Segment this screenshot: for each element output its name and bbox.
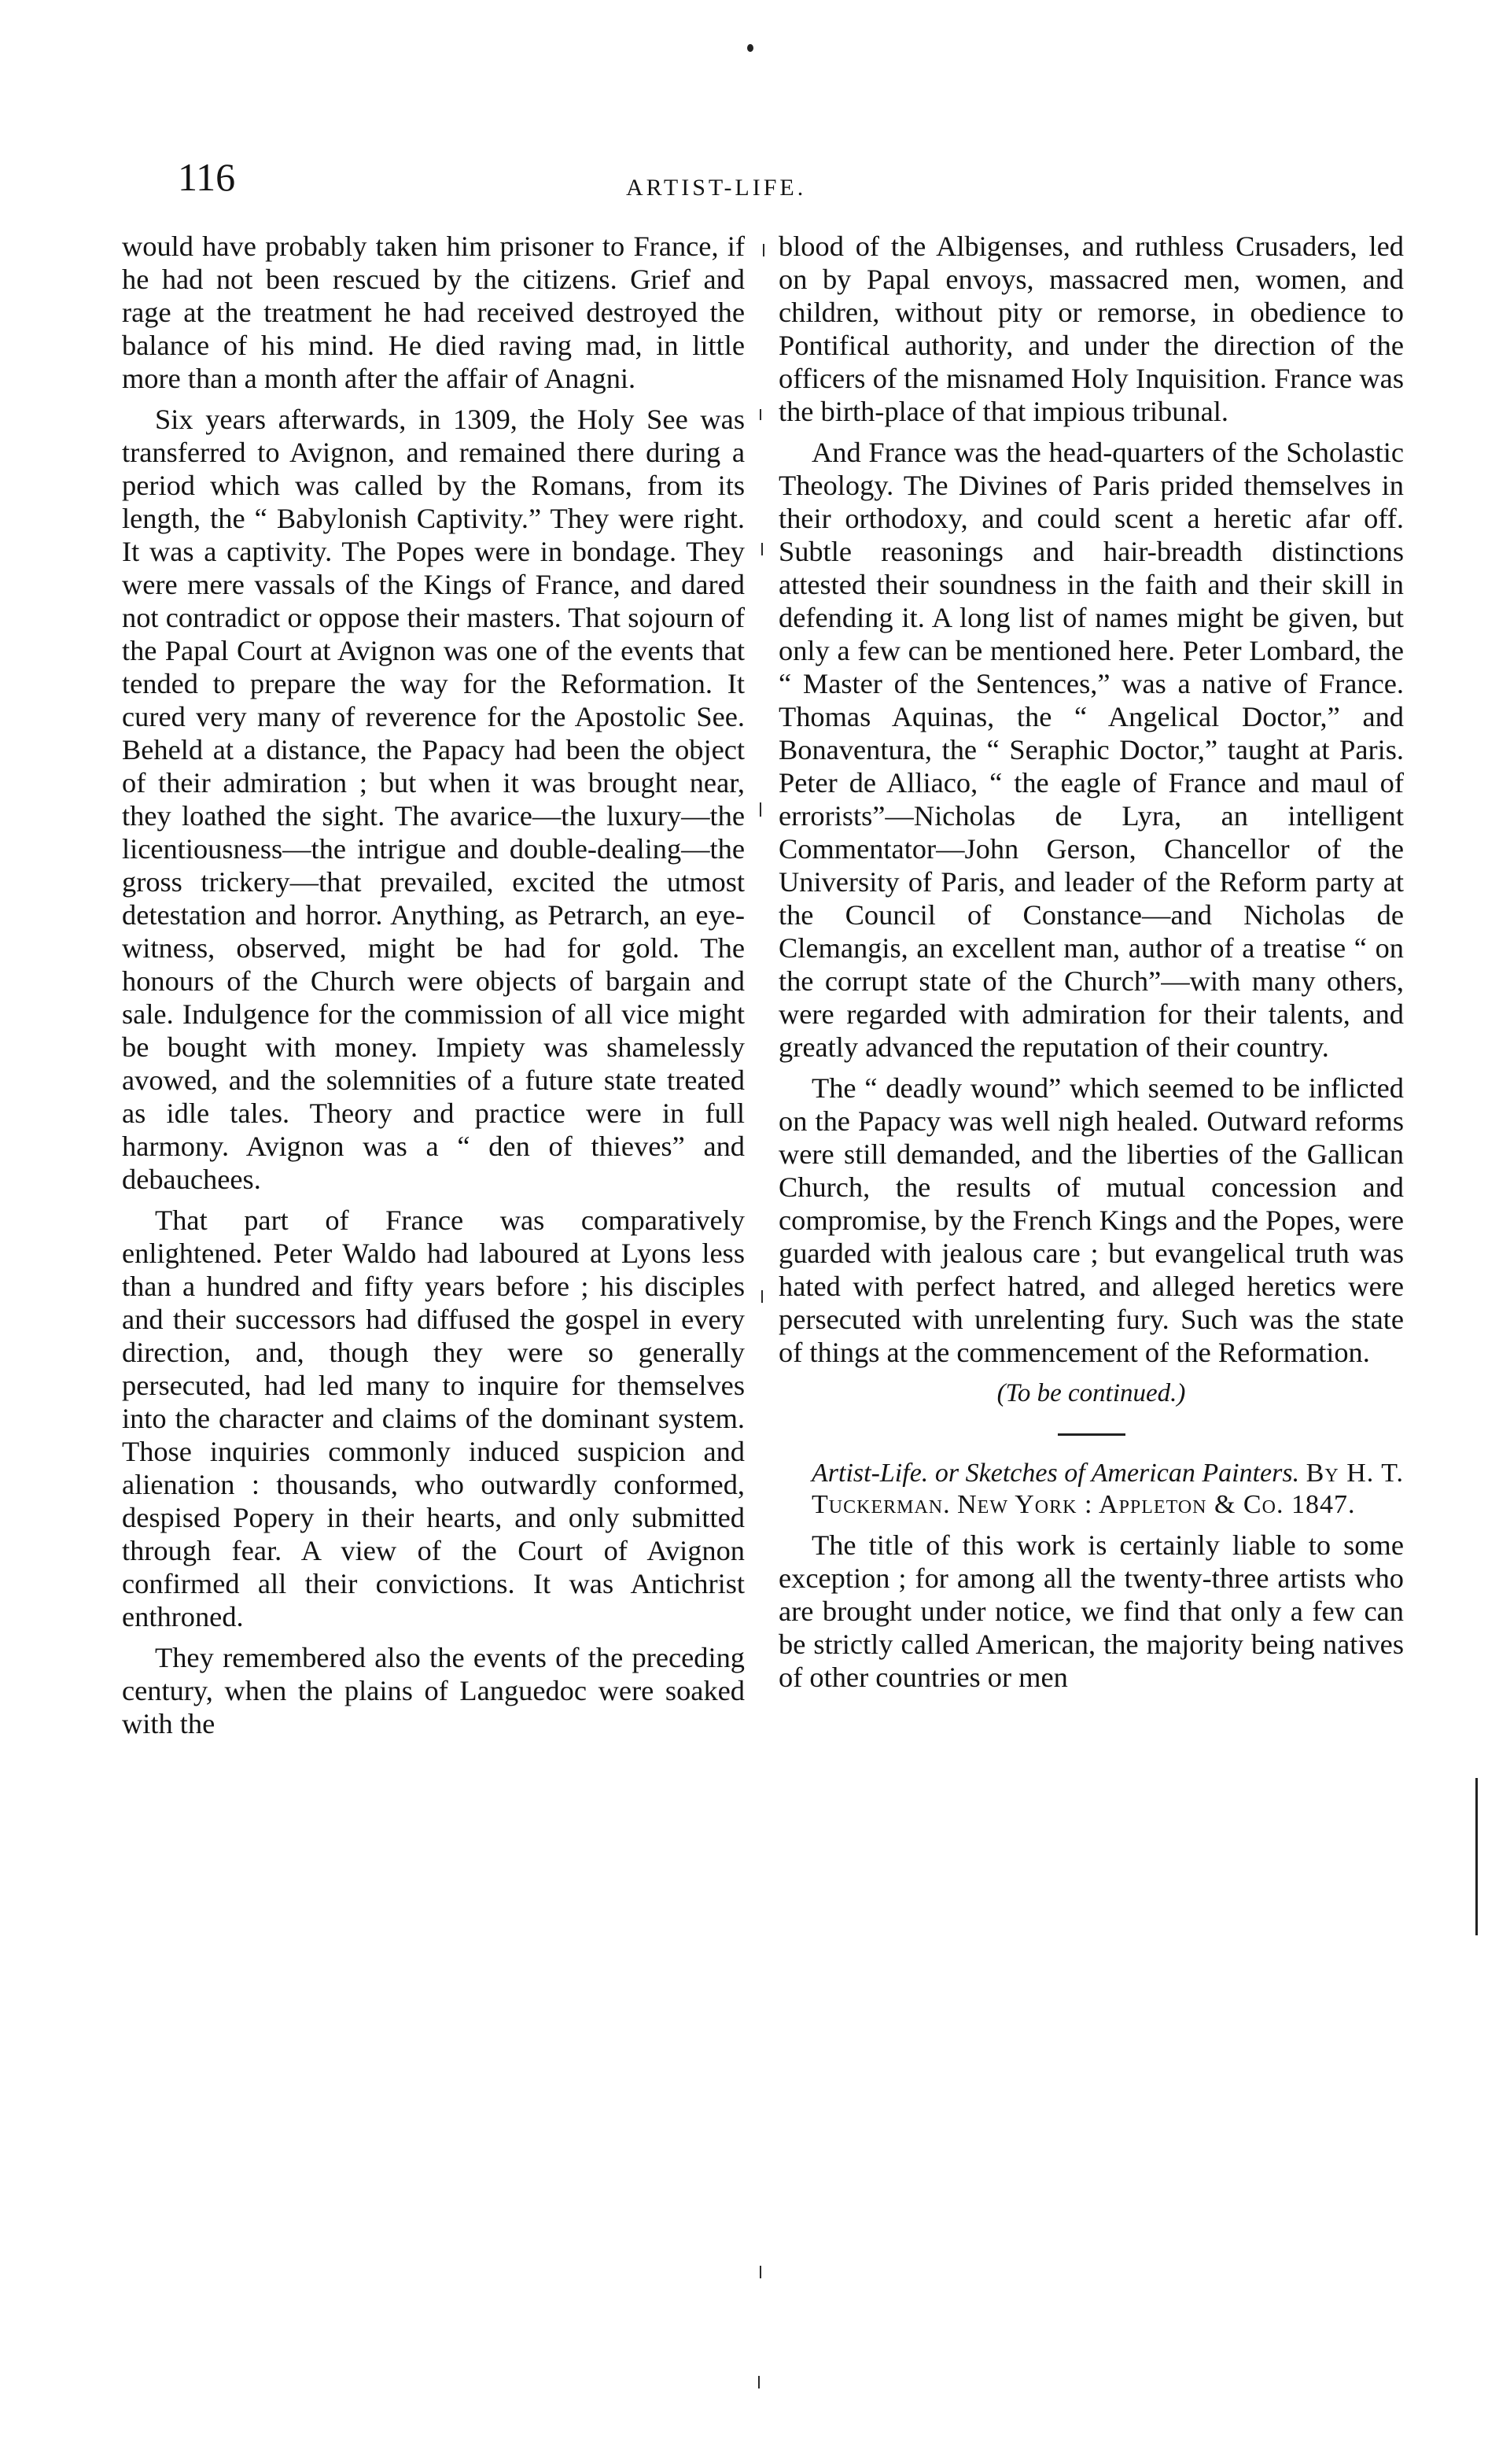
page-edge-rule [1475, 1778, 1478, 1935]
gutter-mark [761, 543, 763, 555]
paragraph: would have probably taken him prisoner to France, if he had not been rescued by the citizens. Grief and rage at the treatment he had received destroyed the balance of his mind. He died raving mad, in little more than a month after the affair of Anagni. [122, 231, 745, 394]
paragraph: That part of France was comparatively enlightened. Peter Waldo had laboured at Lyons less than a hundred and fifty years before ; his disciples and their successors had diffused the gospel in every direction, and, though they were so generally persecuted, had led many to inquire for themselves into the character and claims of the dominant system. Those inquiries commonly induced suspicion and alienation : thousands, who outwardly conformed, despised Popery in their hearts, and only submitted through fear. A view of the Court of Avignon confirmed all their convictions. It was Antichrist enthroned. [122, 1204, 745, 1632]
ink-speck [747, 44, 753, 52]
review-title: Artist-Life. or Sketches of American Painters. [812, 1459, 1300, 1488]
section-divider [1058, 1433, 1125, 1436]
paragraph: Six years afterwards, in 1309, the Holy See was transferred to Avignon, and remained there during a period which was called by the Romans, from its length, the “ Babylonish Captivity.” They were right. It was a captivity. The Popes were in bondage. They were mere vassals of the Kings of France, and dared not contradict or oppose their masters. That sojourn of the Papal Court at Avignon was one of the events that tended to prepare the way for the Reformation. It cured very many of reverence for the Apostolic See. Beheld at a distance, the Papacy had been the object of their admiration ; but when it was brought near, they loathed the sight. The avarice—the luxury—the licentiousness—the intrigue and double-dealing—the gross trickery—that prevailed, excited the utmost detestation and horror. Anything, as Petrarch, an eye-witness, observed, might be had for gold. The honours of the Church were objects of bargain and sale. Indulgence for the commission of all vice might be bought with money. Impiety was shamelessly avowed, and the solemnities of a future state treated as idle tales. Theory and practice were in full harmony. Avignon was a “ den of thieves” and debauchees. [122, 404, 745, 1195]
review-imprint: New York : Appleton & Co. 1847. [957, 1490, 1356, 1519]
gutter-mark [760, 802, 761, 817]
review-author: By H. T. Tuckerman. [812, 1459, 1404, 1519]
left-column [122, 230, 745, 1740]
continued-note: (To be continued.) [996, 1379, 1186, 1407]
paragraph: blood of the Albigenses, and ruthless Crusaders, led on by Papal envoys, massacred men, women, and children, without pity or remorse, in obedience to Pontifical authority, and under the direction of the officers of the misnamed Holy Inquisition. France was the birth-place of that impious tribunal. [779, 231, 1404, 427]
review-heading [779, 1458, 1404, 1521]
running-head: ARTIST-LIFE. [626, 175, 807, 201]
gutter-mark [763, 244, 764, 256]
gutter-mark [760, 2266, 761, 2278]
gutter-mark [761, 1290, 763, 1303]
gutter-mark [758, 2376, 760, 2388]
paragraph: And France was the head-quarters of the Scholastic Theology. The Divines of Paris prided themselves in their orthodoxy, and could scent a heretic afar off. Subtle reasonings and hair-breadth distinctions attested their soundness in the faith and their skill in defending it. A long list of names might be given, but only a few can be mentioned here. Peter Lombard, the “ Master of the Sentences,” was a native of France. Thomas Aquinas, the “ Angelical Doctor,” and Bonaventura, the “ Seraphic Doctor,” taught at Paris. Peter de Alliaco, “ the eagle of France and maul of errorists”—Nicholas de Lyra, an intelligent Commentator—John Gerson, Chancellor of the University of Paris, and leader of the Reform party at the Council of Constance—and Nicholas de Clemangis, an excellent man, author of a treatise “ on the corrupt state of the Church”—with many others, were regarded with admiration for their talents, and greatly advanced the reputation of their country. [779, 437, 1404, 1063]
paragraph: The “ deadly wound” which seemed to be inflicted on the Papacy was well nigh healed. Outward reforms were still demanded, and the liberties of the Gallican Church, the results of mutual concession and compromise, by the French Kings and the Popes, were guarded with jealous care ; but evangelical truth was hated with perfect hatred, and alleged heretics were persecuted with unrelenting fury. Such was the state of things at the commencement of the Reformation. [779, 1072, 1404, 1368]
review-paragraph: The title of this work is certainly liable to some exception ; for among all the twenty-three artists who are brought under notice, we find that only a few can be strictly called American, the majority being natives of other countries or men [779, 1529, 1404, 1693]
paragraph: They remembered also the events of the preceding century, when the plains of Languedoc were soaked with the [122, 1642, 745, 1739]
gutter-mark [760, 409, 761, 420]
right-column [779, 230, 1404, 1694]
page-number: 116 [178, 155, 236, 199]
